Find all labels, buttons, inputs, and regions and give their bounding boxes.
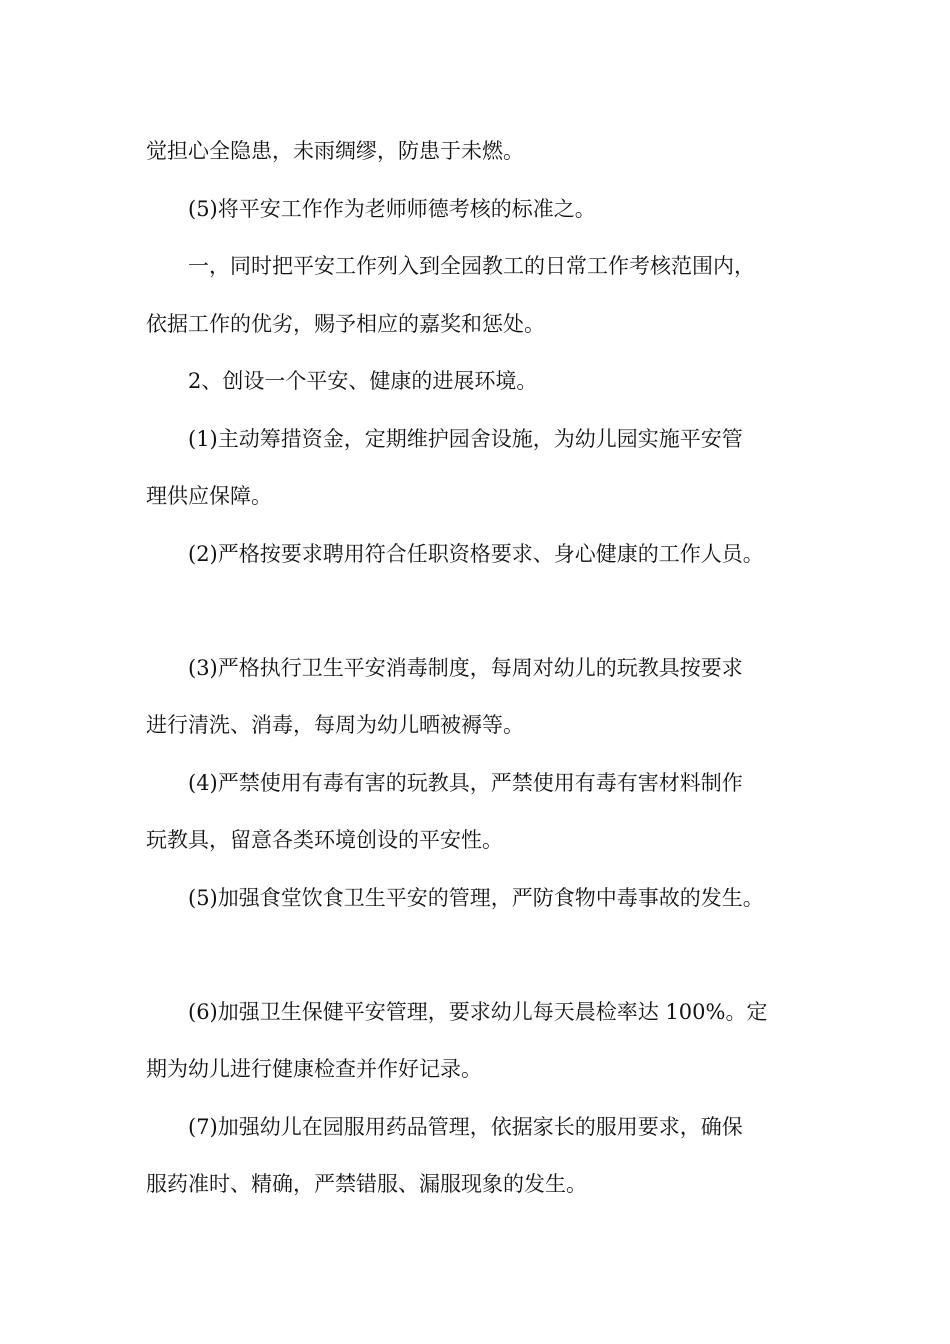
text-line: (4)严禁使用有毒有害的玩教具，严禁使用有毒有害材料制作 — [188, 771, 743, 795]
text-line: (1)主动筹措资金，定期维护园舍设施，为幼儿园实施平安管 — [188, 427, 743, 451]
text-line: 玩教具，留意各类环境创设的平安性。 — [146, 828, 503, 852]
text-line: 进行清洗、消毒，每周为幼儿晒被褥等。 — [146, 713, 524, 737]
text-line: 期为幼儿进行健康检查并作好记录。 — [146, 1057, 482, 1081]
text-line: 一，同时把平安工作列入到全园教工的日常工作考核范围内， — [188, 254, 755, 278]
text-line: 理供应保障。 — [146, 484, 272, 508]
text-line: (6)加强卫生保健平安管理，要求幼儿每天晨检率达 100%。定 — [188, 1000, 768, 1024]
text-line: 觉担心全隐患，未雨绸缪，防患于未燃。 — [146, 139, 524, 163]
text-line: (5)将平安工作作为老师师德考核的标准之。 — [188, 197, 596, 221]
text-line: 2、创设一个平安、健康的进展环境。 — [188, 369, 538, 393]
text-line: (2)严格按要求聘用符合任职资格要求、身心健康的工作人员。 — [188, 542, 764, 566]
text-line: 依据工作的优劣，赐予相应的嘉奖和惩处。 — [146, 312, 545, 336]
text-line: (5)加强食堂饮食卫生平安的管理，严防食物中毒事故的发生。 — [188, 886, 764, 910]
text-line: 服药准时、精确，严禁错服、漏服现象的发生。 — [146, 1172, 587, 1196]
text-line: (3)严格执行卫生平安消毒制度，每周对幼儿的玩教具按要求 — [188, 656, 743, 680]
text-line: (7)加强幼儿在园服用药品管理，依据家长的服用要求，确保 — [188, 1115, 743, 1139]
